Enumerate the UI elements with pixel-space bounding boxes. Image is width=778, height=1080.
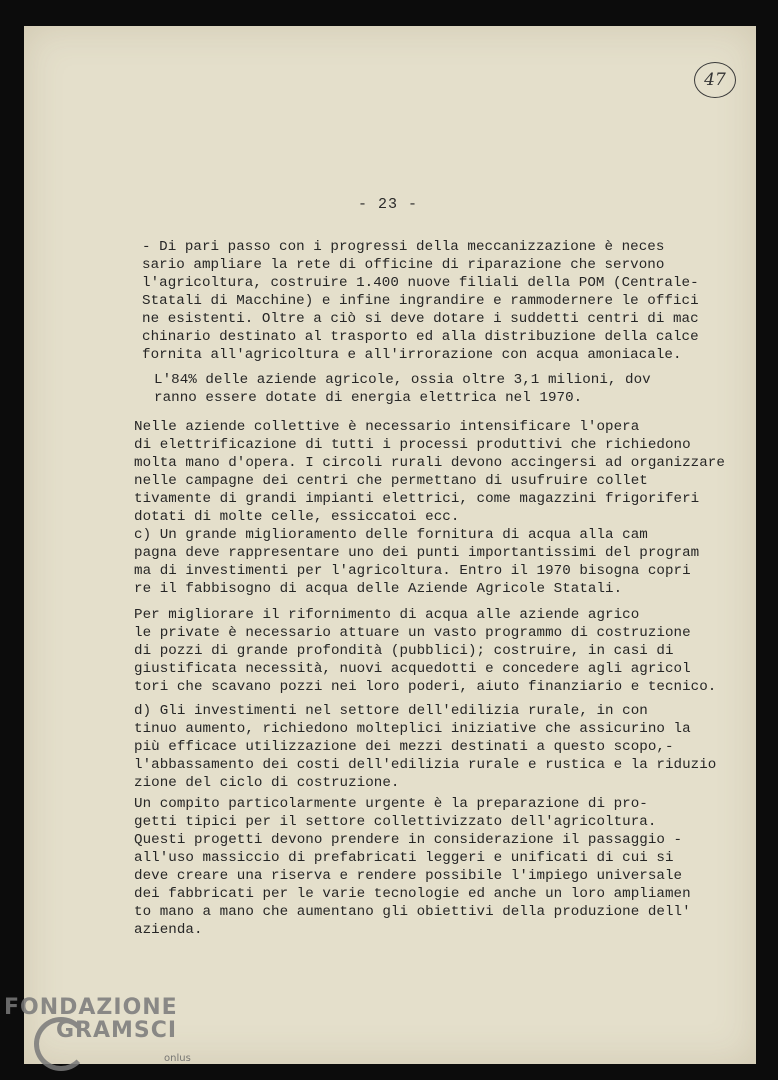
watermark-sub: onlus bbox=[164, 1053, 191, 1064]
document-page bbox=[24, 26, 756, 1064]
watermark-line1: FONDAZIONE bbox=[4, 995, 178, 1020]
watermark-logo bbox=[4, 995, 191, 1064]
paragraph-7: Un compito particolarmente urgente è la preparazione di pro- getti tipici per il settore collettivizzato dell'agricoltura. Questi progetti devono prendere in considerazione il passaggio - all'uso massiccio di prefabricati leggeri e unificati di cui si deve creare una riserva e rendere possibile l'impiego universale dei fabbricati per le varie tecnologie ed anche un loro ampliamen to mano a mano che aumentano gli obiettivi della produzione dell' azienda. bbox=[134, 796, 691, 938]
paragraph-3: Nelle aziende collettive è necessario intensificare l'opera di elettrificazione di tutti i processi produttivi che richiedono molta mano d'opera. I circoli rurali devono accingersi ad organizzare nelle campagne dei centri che permettano di usufruire collet tivamente di grandi impianti elettrici, come magazzini frigoriferi dotati di molte celle, essiccatoi ecc. bbox=[134, 419, 725, 525]
watermark-line2: GRAMSCI bbox=[56, 1018, 178, 1043]
paragraph-2: L'84% delle aziende agricole, ossia oltre 3,1 milioni, dov ranno essere dotate di energia elettrica nel 1970. bbox=[154, 372, 651, 406]
paragraph-1: - Di pari passo con i progressi della meccanizzazione è neces sario ampliare la rete di officine di riparazione che servono l'agricoltura, costruire 1.400 nuove filiali della POM (Centrale- Statali di Macchine) e infine ingrandire e rammodernere le offici ne esistenti. Oltre a ciò si deve dotare i suddetti centri di mac chinario destinato al trasporto ed alla distribuzione della calce fornita all'agricoltura e all'irrorazione con acqua amoniacale. bbox=[142, 239, 699, 363]
paragraph-4: c) Un grande miglioramento delle fornitura di acqua alla cam pagna deve rappresentare uno dei punti importantissimi del program ma di investimenti per l'agricoltura. Entro il 1970 bisogna copri re il fabbisogno di acqua delle Aziende Agricole Statali. bbox=[134, 527, 700, 597]
paragraph-5: Per migliorare il rifornimento di acqua alle aziende agrico le private è necessario attuare un vasto programmo di costruzione di pozzi di grande profondità (pubblici); costruire, in casi di giustificata necessità, nuovi acquedotti e concedere agli agricol tori che scavano pozzi nei loro poderi, aiuto finanziario e tecnico. bbox=[134, 607, 717, 695]
watermark-ring-icon bbox=[34, 1017, 88, 1071]
archive-stamp: 47 bbox=[694, 62, 736, 98]
page-number: - 23 - bbox=[358, 196, 419, 213]
paragraph-6: d) Gli investimenti nel settore dell'edilizia rurale, in con tinuo aumento, richiedono molteplici iniziative che assicurino la più efficace utilizzazione dei mezzi destinati a questo scopo,- l'abbassamento dei costi dell'edilizia rurale e rustica e la riduzio zione del ciclo di costruzione. bbox=[134, 703, 717, 791]
